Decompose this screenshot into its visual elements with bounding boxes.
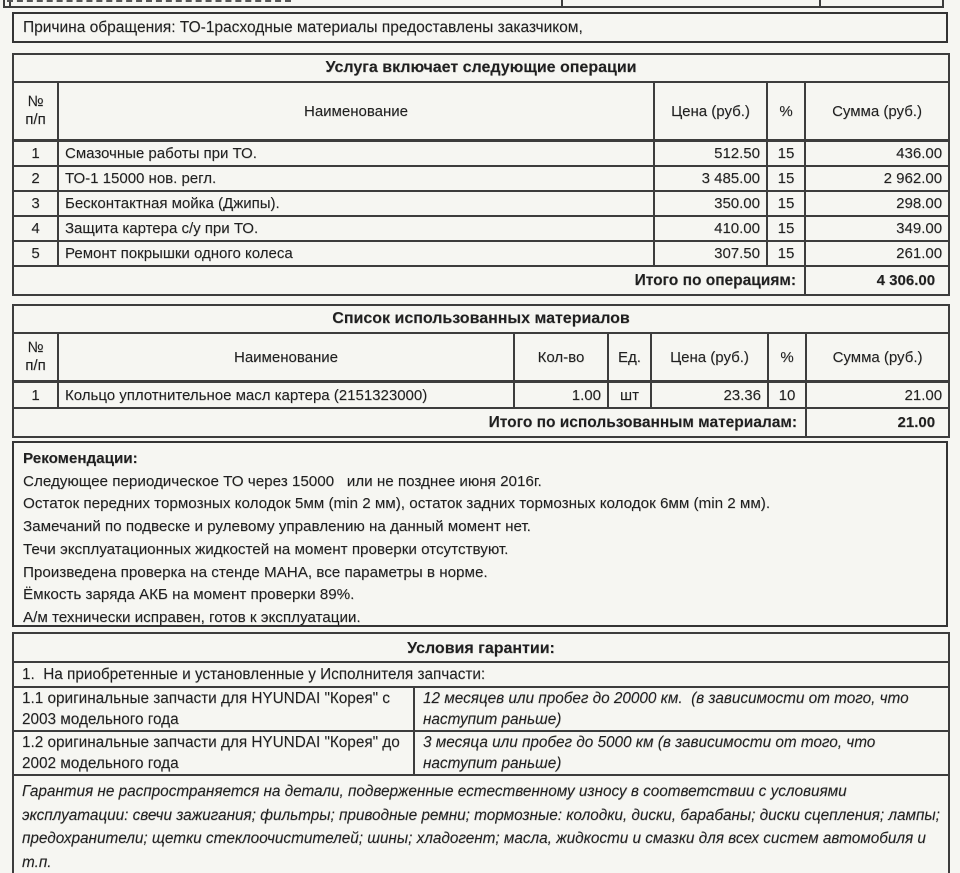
operations-title-row bbox=[13, 54, 949, 82]
col-header-num-line1: № bbox=[27, 93, 44, 110]
warranty-parts-1-1: 1.1 оригинальные запчасти для HYUNDAI "Корея" с 2003 модельного года bbox=[13, 687, 414, 731]
cell-num: 2 bbox=[13, 166, 58, 191]
col-header-percent: % bbox=[768, 333, 806, 382]
operations-row bbox=[13, 241, 949, 266]
table-edge-line bbox=[561, 0, 563, 6]
cell-num: 3 bbox=[13, 191, 58, 216]
cell-qty: 1.00 bbox=[514, 382, 608, 409]
cell-name: Смазочные работы при ТО. bbox=[58, 141, 654, 167]
operations-table bbox=[12, 53, 950, 296]
recommendation-line: Остаток передних тормозных колодок 5мм (min 2 мм), остаток задних тормозных колодок 6мм (min 2 мм). bbox=[23, 495, 771, 513]
cell-sum: 349.00 bbox=[805, 216, 949, 241]
operations-row bbox=[13, 166, 949, 191]
recommendations-title: Рекомендации: bbox=[23, 450, 138, 467]
col-header-name: Наименование bbox=[58, 82, 654, 141]
cell-price: 3 485.00 bbox=[654, 166, 767, 191]
materials-header-row bbox=[13, 333, 949, 382]
cell-sum: 436.00 bbox=[805, 141, 949, 167]
col-header-name: Наименование bbox=[58, 333, 514, 382]
warranty-table bbox=[12, 632, 950, 873]
warranty-term-1-2: 3 месяца или пробег до 5000 км (в зависимости от того, что наступит раньше) bbox=[414, 731, 949, 775]
cell-num: 1 bbox=[13, 382, 58, 409]
col-header-num bbox=[13, 82, 58, 141]
col-header-num-line2: п/п bbox=[25, 357, 46, 374]
warranty-item-row bbox=[13, 662, 949, 687]
col-header-price: Цена (руб.) bbox=[654, 82, 767, 141]
cell-name: Кольцо уплотнительное масл картера (2151323000) bbox=[58, 382, 514, 409]
recommendation-line: Замечаний по подвеске и рулевому управлению на данный момент нет. bbox=[23, 518, 531, 536]
cell-sum: 21.00 bbox=[806, 382, 949, 409]
materials-row bbox=[13, 382, 949, 409]
warranty-item1: 1. На приобретенные и установленные у Исполнителя запчасти: bbox=[13, 662, 949, 687]
cell-num: 5 bbox=[13, 241, 58, 266]
cell-price: 410.00 bbox=[654, 216, 767, 241]
table-edge-dashed-line bbox=[7, 0, 291, 2]
col-header-num bbox=[13, 333, 58, 382]
cell-percent: 15 bbox=[767, 166, 805, 191]
cell-price: 23.36 bbox=[651, 382, 768, 409]
operations-row bbox=[13, 216, 949, 241]
warranty-exclusions-row bbox=[13, 775, 949, 873]
materials-title-row bbox=[13, 305, 949, 333]
cell-price: 307.50 bbox=[654, 241, 767, 266]
reason-box bbox=[12, 12, 948, 43]
col-header-price: Цена (руб.) bbox=[651, 333, 768, 382]
cell-percent: 15 bbox=[767, 191, 805, 216]
col-header-unit: Ед. bbox=[608, 333, 651, 382]
cell-name: Ремонт покрышки одного колеса bbox=[58, 241, 654, 266]
materials-total-value: 21.00 bbox=[806, 408, 949, 437]
cell-name: Бесконтактная мойка (Джипы). bbox=[58, 191, 654, 216]
cell-name: ТО-1 15000 нов. регл. bbox=[58, 166, 654, 191]
col-header-num-line1: № bbox=[27, 339, 44, 356]
col-header-qty: Кол-во bbox=[514, 333, 608, 382]
cell-percent: 15 bbox=[767, 141, 805, 167]
materials-total-row bbox=[13, 408, 949, 437]
cell-percent: 10 bbox=[768, 382, 806, 409]
table-edge-line bbox=[942, 0, 944, 6]
operations-table-title: Услуга включает следующие операции bbox=[13, 54, 949, 82]
warranty-exclusions-text: Гарантия не распространяется на детали, подверженные естественному износу в соответствии с условиями эксплуатации: свечи зажигания; фильтры; приводные ремни; тормозные: колодки, диски, барабаны; диски сцепления; лампы; предохранители; щетки стеклоочистителей; шины; хладогент; масла, жидкости и смазки для всех систем автомобиля и т.п. bbox=[13, 775, 949, 873]
cell-price: 350.00 bbox=[654, 191, 767, 216]
col-header-percent: % bbox=[767, 82, 805, 141]
col-header-sum: Сумма (руб.) bbox=[805, 82, 949, 141]
cell-unit: шт bbox=[608, 382, 651, 409]
warranty-title: Условия гарантии: bbox=[13, 633, 949, 662]
cell-sum: 2 962.00 bbox=[805, 166, 949, 191]
recommendation-line: А/м технически исправен, готов к эксплуатации. bbox=[23, 608, 361, 626]
recommendation-line: Течи эксплуатационных жидкостей на момент проверки отсутствуют. bbox=[23, 540, 509, 558]
warranty-parts-1-2: 1.2 оригинальные запчасти для HYUNDAI "Корея" до 2002 модельного года bbox=[13, 731, 414, 775]
operations-total-row bbox=[13, 266, 949, 295]
recommendations-box bbox=[12, 441, 948, 627]
recommendation-line: Ёмкость заряда АКБ на момент проверки 89%. bbox=[23, 586, 355, 604]
cell-price: 512.50 bbox=[654, 141, 767, 167]
cell-percent: 15 bbox=[767, 241, 805, 266]
table-edge-line bbox=[3, 0, 5, 6]
warranty-title-row bbox=[13, 633, 949, 662]
operations-row bbox=[13, 141, 949, 167]
materials-table bbox=[12, 304, 950, 438]
cell-percent: 15 bbox=[767, 216, 805, 241]
table-edge-line bbox=[819, 0, 821, 6]
warranty-term-1-1: 12 месяцев или пробег до 20000 км. (в зависимости от того, что наступит раньше) bbox=[414, 687, 949, 731]
cell-name: Защита картера с/у при ТО. bbox=[58, 216, 654, 241]
cell-num: 1 bbox=[13, 141, 58, 167]
warranty-row bbox=[13, 731, 949, 775]
operations-total-value: 4 306.00 bbox=[805, 266, 949, 295]
recommendation-line: Произведена проверка на стенде МАНА, все параметры в норме. bbox=[23, 563, 488, 581]
materials-total-label: Итого по использованным материалам: bbox=[13, 408, 806, 437]
reason-text: Причина обращения: ТО-1расходные материалы предоставлены заказчиком, bbox=[23, 18, 583, 36]
col-header-num-line2: п/п bbox=[25, 111, 46, 128]
cell-sum: 261.00 bbox=[805, 241, 949, 266]
operations-total-label: Итого по операциям: bbox=[13, 266, 805, 295]
col-header-sum: Сумма (руб.) bbox=[806, 333, 949, 382]
operations-header-row bbox=[13, 82, 949, 141]
recommendation-line: Следующее периодическое ТО через 15000 или не позднее июня 2016г. bbox=[23, 472, 542, 490]
cell-num: 4 bbox=[13, 216, 58, 241]
operations-row bbox=[13, 191, 949, 216]
warranty-row bbox=[13, 687, 949, 731]
materials-table-title: Список использованных материалов bbox=[13, 305, 949, 333]
cell-sum: 298.00 bbox=[805, 191, 949, 216]
previous-table-edge bbox=[3, 0, 944, 8]
